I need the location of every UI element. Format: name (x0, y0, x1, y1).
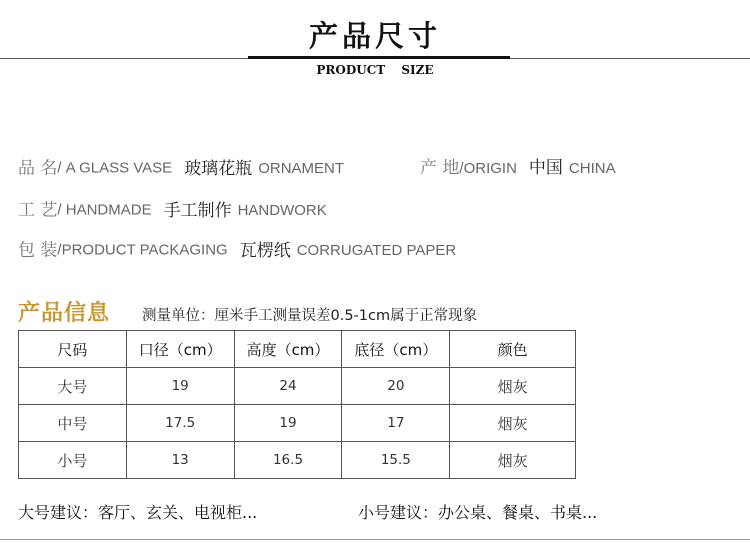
cell-size: 大号 (19, 368, 127, 405)
table-row (19, 442, 576, 479)
cell-base: 20 (342, 368, 450, 405)
name-value-en: ORNAMENT (258, 159, 345, 177)
table-row (19, 405, 576, 442)
info-row-name (18, 156, 344, 180)
origin-value: 中国 (528, 158, 563, 178)
craft-value-en: HANDWORK (237, 201, 327, 219)
cell-base: 15.5 (342, 442, 450, 479)
cell-color: 烟灰 (450, 442, 576, 479)
craft-value: 手工制作 (163, 200, 232, 221)
name-value: 玻璃花瓶 (184, 158, 253, 179)
page-subtitle: PRODUCT SIZE (316, 63, 434, 77)
section-title: 产品信息 (18, 301, 111, 326)
craft-label: 工 艺 (18, 200, 58, 221)
measurement-note: 测量单位：厘米手工测量误差0.5-1cm属于正常现象 (142, 308, 478, 324)
cell-size: 中号 (19, 405, 127, 442)
cell-height: 19 (234, 405, 342, 442)
info-row-origin (420, 156, 616, 180)
packaging-label: 包 装 (18, 240, 58, 261)
cell-mouth: 13 (126, 442, 234, 479)
cell-mouth: 19 (126, 368, 234, 405)
packaging-value-en: CORRUGATED PAPER (296, 241, 457, 259)
table-header-row (19, 331, 576, 368)
cell-height: 24 (234, 368, 342, 405)
header-mouth: 口径（cm） (126, 331, 234, 368)
header-base: 底径（cm） (342, 331, 450, 368)
packaging-value: 瓦楞纸 (239, 240, 291, 261)
info-row-craft (18, 198, 327, 222)
cell-color: 烟灰 (450, 405, 576, 442)
header-size: 尺码 (19, 331, 127, 368)
cell-color: 烟灰 (450, 368, 576, 405)
cell-size: 小号 (19, 442, 127, 479)
cell-height: 16.5 (234, 442, 342, 479)
info-row-packaging (18, 238, 456, 262)
name-label: 品 名 (18, 158, 58, 179)
cell-base: 17 (342, 405, 450, 442)
table-row (19, 368, 576, 405)
large-size-suggestion: 大号建议：客厅、玄关、电视柜... (18, 503, 258, 522)
page-title: 产品尺寸 (308, 19, 441, 53)
packaging-label-en: /PRODUCT PACKAGING (57, 241, 228, 259)
title-underline (248, 56, 510, 59)
size-table (18, 330, 576, 479)
craft-label-en: / HANDMADE (57, 201, 152, 219)
header-color: 颜色 (450, 331, 576, 368)
bottom-divider (0, 539, 750, 540)
origin-label-en: /ORIGIN (459, 160, 517, 177)
origin-label: 产 地 (420, 158, 460, 178)
cell-mouth: 17.5 (126, 405, 234, 442)
name-label-en: / A GLASS VASE (57, 159, 173, 177)
header-height: 高度（cm） (234, 331, 342, 368)
small-size-suggestion: 小号建议：办公桌、餐桌、书桌... (358, 503, 598, 522)
origin-value-en: CHINA (568, 160, 616, 177)
